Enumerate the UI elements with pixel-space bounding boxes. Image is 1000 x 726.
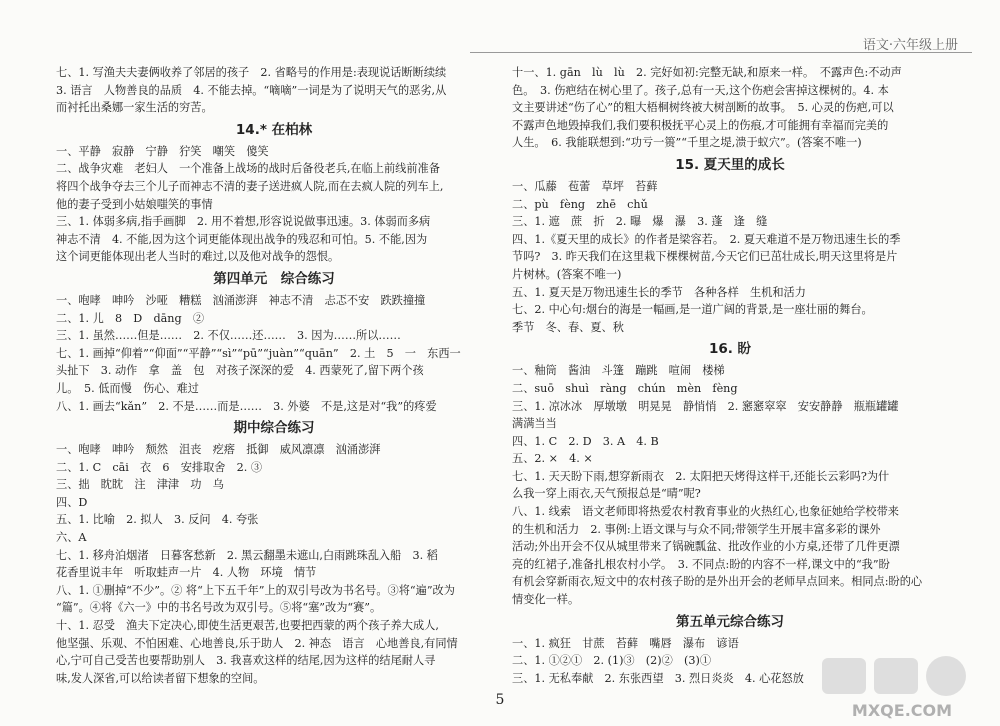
answer-line: 八、1. ①删掉“不少”。② 将“上下五千年”上的双引号改为书名号。③将“遍”改为 — [56, 583, 455, 597]
answer-line: 片树林。(答案不唯一) — [512, 267, 622, 281]
answer-line: 头扯下 3. 动作 拿 盖 包 对孩子深深的爱 4. 西蒙死了,留下两个孩 — [56, 364, 424, 378]
answer-line: 这个词更能体现出老人当时的难过,以及他对战争的怨恨。 — [56, 250, 340, 264]
answer-line: 二、战争灾难 老妇人 一个准备上战场的战时后备役老兵,在临上前线前准备 — [56, 162, 440, 176]
answer-line: 节吗? 3. 昨天我们在这里栽下棵棵树苗,今天它们已茁壮成长,明天这里将是片 — [512, 250, 898, 264]
answer-line: 一、瓜藤 苞蕾 草坪 苔藓 — [512, 179, 658, 193]
right-column — [512, 64, 948, 687]
answer-line: 三、拙 眈眈 注 津津 功 乌 — [56, 478, 224, 492]
answer-line: 二、suō shuì ràng chún mèn fèng — [512, 381, 738, 395]
answer-line: 七、1. 画掉“仰着”“仰面”“平静”“sì”“pū”“juàn”“quān” 2. 土 5 一 东西一 — [56, 346, 461, 360]
answer-line: 三、1. 遮 蔗 折 2. 曝 爆 瀑 3. 蓬 逢 缝 — [512, 215, 768, 229]
section-title: 第五单元综合练习 — [676, 613, 784, 630]
answer-line: 活动;外出开会不仅从城里带来了锅碗瓢盆、批改作业的小方桌,还带了几件更漂 — [512, 540, 900, 554]
answer-line: 三、1. 凉冰冰 厚墩墩 明晃晃 静悄悄 2. 窸窸窣窣 安安静静 瓶瓶罐罐 — [512, 399, 899, 413]
page-number: 5 — [495, 692, 505, 708]
section-title: 期中综合练习 — [233, 420, 315, 437]
answer-line: 八、1. 线索 语文老师即将热爱农村教育事业的火热红心,也象征她给学校带来 — [512, 505, 899, 519]
answer-line: 文主要讲述“伤了心”的粗大梧桐树终被大树剖断的故事。 5. 心灵的伤疤,可以 — [512, 101, 894, 115]
answer-line: 四、1. C 2. D 3. A 4. B — [512, 434, 659, 448]
answer-line: 满满当当 — [512, 417, 557, 431]
header-divider — [470, 52, 972, 53]
section-title: 15. 夏天里的成长 — [675, 156, 785, 173]
answer-line: 三、1. 虽然……但是…… 2. 不仅……还…… 3. 因为……所以…… — [56, 329, 401, 343]
answer-line: 心,宁可自己受苦也要帮助别人 3. 我喜欢这样的结尾,因为这样的结尾耐人寻 — [56, 654, 436, 668]
answer-line: 亮的红裙子,准备扎根农村小学。 3. 不同点:盼的内容不一样,课文中的“我”盼 — [512, 557, 890, 571]
answer-line: 五、2. × 4. × — [512, 452, 593, 466]
answer-line: 情变化一样。 — [512, 593, 580, 607]
answer-line: 一、咆哮 呻吟 沙哑 糟糕 汹涌澎湃 神志不清 忐忑不安 跌跌撞撞 — [56, 293, 426, 307]
answer-line: 三、1. 体弱多病,指手画脚 2. 用不着想,形容说说做事迅速。3. 体弱而多病 — [56, 215, 431, 229]
answer-line: 味,发人深省,可以给读者留下想象的空间。 — [56, 671, 265, 685]
header-title: 语文·六年级上册 — [862, 38, 958, 53]
answer-line: 二、1. ①②① 2. (1)③ (2)② (3)① — [512, 654, 712, 668]
answer-line: 一、釉筒 酱油 斗篷 蹦跳 喧闹 楼梯 — [512, 364, 725, 378]
answer-line: 季节 冬、春、夏、秋 — [512, 320, 624, 334]
answer-line: 十、1. 忍受 渔夫下定决心,即使生活更艰苦,也要把西蒙的两个孩子养大成人, — [56, 619, 439, 633]
answer-line: 五、1. 比喻 2. 拟人 3. 反问 4. 夸张 — [56, 513, 259, 527]
watermark-badge-icon — [822, 656, 966, 696]
answer-line: 七、1. 写渔夫夫妻俩收养了邻居的孩子 2. 省略号的作用是:表现说话断断续续 — [56, 66, 447, 79]
answer-line: 不露声色地毁掉我们,我们要积极抚平心灵上的伤痕,才可能拥有幸福而完美的 — [512, 118, 889, 132]
left-column — [56, 64, 492, 687]
answer-line: 神志不清 4. 不能,因为这个词更能体现出战争的残忍和可怕。5. 不能,因为 — [56, 232, 428, 246]
answer-line: 3. 语言 人物善良的品质 4. 不能去掉。“嘀嘀”一词是为了说明天气的恶劣,从 — [56, 83, 447, 97]
watermark-logo — [812, 652, 992, 722]
answer-line: 花香里说丰年 听取蛙声一片 4. 人物 环境 情节 — [56, 566, 317, 580]
answer-line: 十一、1. gān lù lù 2. 完好如初:完整无缺,和原来一样。 不露声色:不动声 — [512, 66, 902, 79]
answer-line: 二、pù fèng zhē chǔ — [512, 197, 648, 211]
answer-line: 一、咆哮 呻吟 颓然 沮丧 疙瘩 抵御 威风凛凛 汹涌澎湃 — [56, 443, 381, 457]
answer-line: 的生机和活力 2. 事例:上语文课与与众不同;带领学生开展丰富多彩的课外 — [512, 522, 881, 536]
answer-line: 人生。 6. 我能联想到:“功亏一篑”“千里之堤,溃于蚁穴”。(答案不唯一) — [512, 136, 862, 150]
answer-line: 他坚强、乐观、不怕困难、心地善良,乐于助人 2. 神态 语言 心地善良,有同情 — [56, 636, 458, 650]
answer-line: 有机会穿新雨衣,短文中的农村孩子盼的是外出开会的老师早点回来。相同点:盼的心 — [512, 575, 923, 589]
answer-line: 而衬托出桑娜一家生活的穷苦。 — [56, 101, 213, 115]
answer-line: 二、1. 儿 8 D dāng ② — [56, 311, 205, 325]
answer-line: 五、1. 夏天是万物迅速生长的季节 各种各样 生机和活力 — [512, 285, 806, 299]
section-title: 14.* 在柏林 — [235, 121, 313, 138]
answer-line: 三、1. 无私奉献 2. 东张西望 3. 烈日炎炎 4. 心花怒放 — [512, 671, 804, 685]
answer-line: 七、2. 中心句:烟台的海是一幅画,是一道广阔的背景,是一座壮丽的舞台。 — [512, 303, 873, 317]
answer-line: 么我一穿上雨衣,天气预报总是“晴”呢? — [512, 487, 701, 501]
answer-line: 一、1. 疯狂 甘蔗 苔藓 嘴唇 瀑布 谚语 — [512, 636, 739, 650]
answer-line: 儿。 5. 低而慢 伤心、难过 — [56, 381, 199, 395]
answer-line: 二、1. C cāi 衣 6 安排取舍 2. ③ — [56, 460, 263, 474]
answer-line: 四、D — [56, 495, 88, 509]
answer-line: 六、A — [56, 531, 87, 545]
section-title: 第四单元 综合练习 — [213, 270, 335, 287]
answer-line: 一、平静 寂静 宁静 狞笑 嘲笑 傻笑 — [56, 144, 269, 158]
answer-line: 七、1. 移舟泊烟渚 日暮客愁新 2. 黑云翻墨未遮山,白雨跳珠乱入船 3. 稻 — [56, 548, 438, 562]
answer-line: 将四个战争夺去三个儿子而神志不清的妻子送进疯人院,而在去疯人院的列车上, — [56, 179, 444, 193]
answer-line: “篇”。④将《六一》中的书名号改为双引号。⑤将“塞”改为“赛”。 — [56, 601, 382, 615]
answer-line: 八、1. 画去“kǎn” 2. 不是……而是…… 3. 外婆 不是,这是对“我”的疼爱 — [56, 399, 437, 413]
answer-line: 七、1. 天天盼下雨,想穿新雨衣 2. 太阳把天烤得这样干,还能长云彩吗?为什 — [512, 469, 890, 483]
answer-line: 他的妻子受到小姑娘嗤笑的事情 — [56, 197, 213, 211]
watermark-text: MXQE.COM — [851, 701, 953, 720]
answer-line: 四、1.《夏天里的成长》的作者是梁容若。 2. 夏天难道不是万物迅速生长的季 — [512, 232, 901, 246]
section-title: 16. 盼 — [708, 341, 752, 358]
answer-line: 色。 3. 伤疤结在树心里了。孩子,总有一天,这个伤疤会害掉这棵树的。4. 本 — [512, 83, 889, 97]
